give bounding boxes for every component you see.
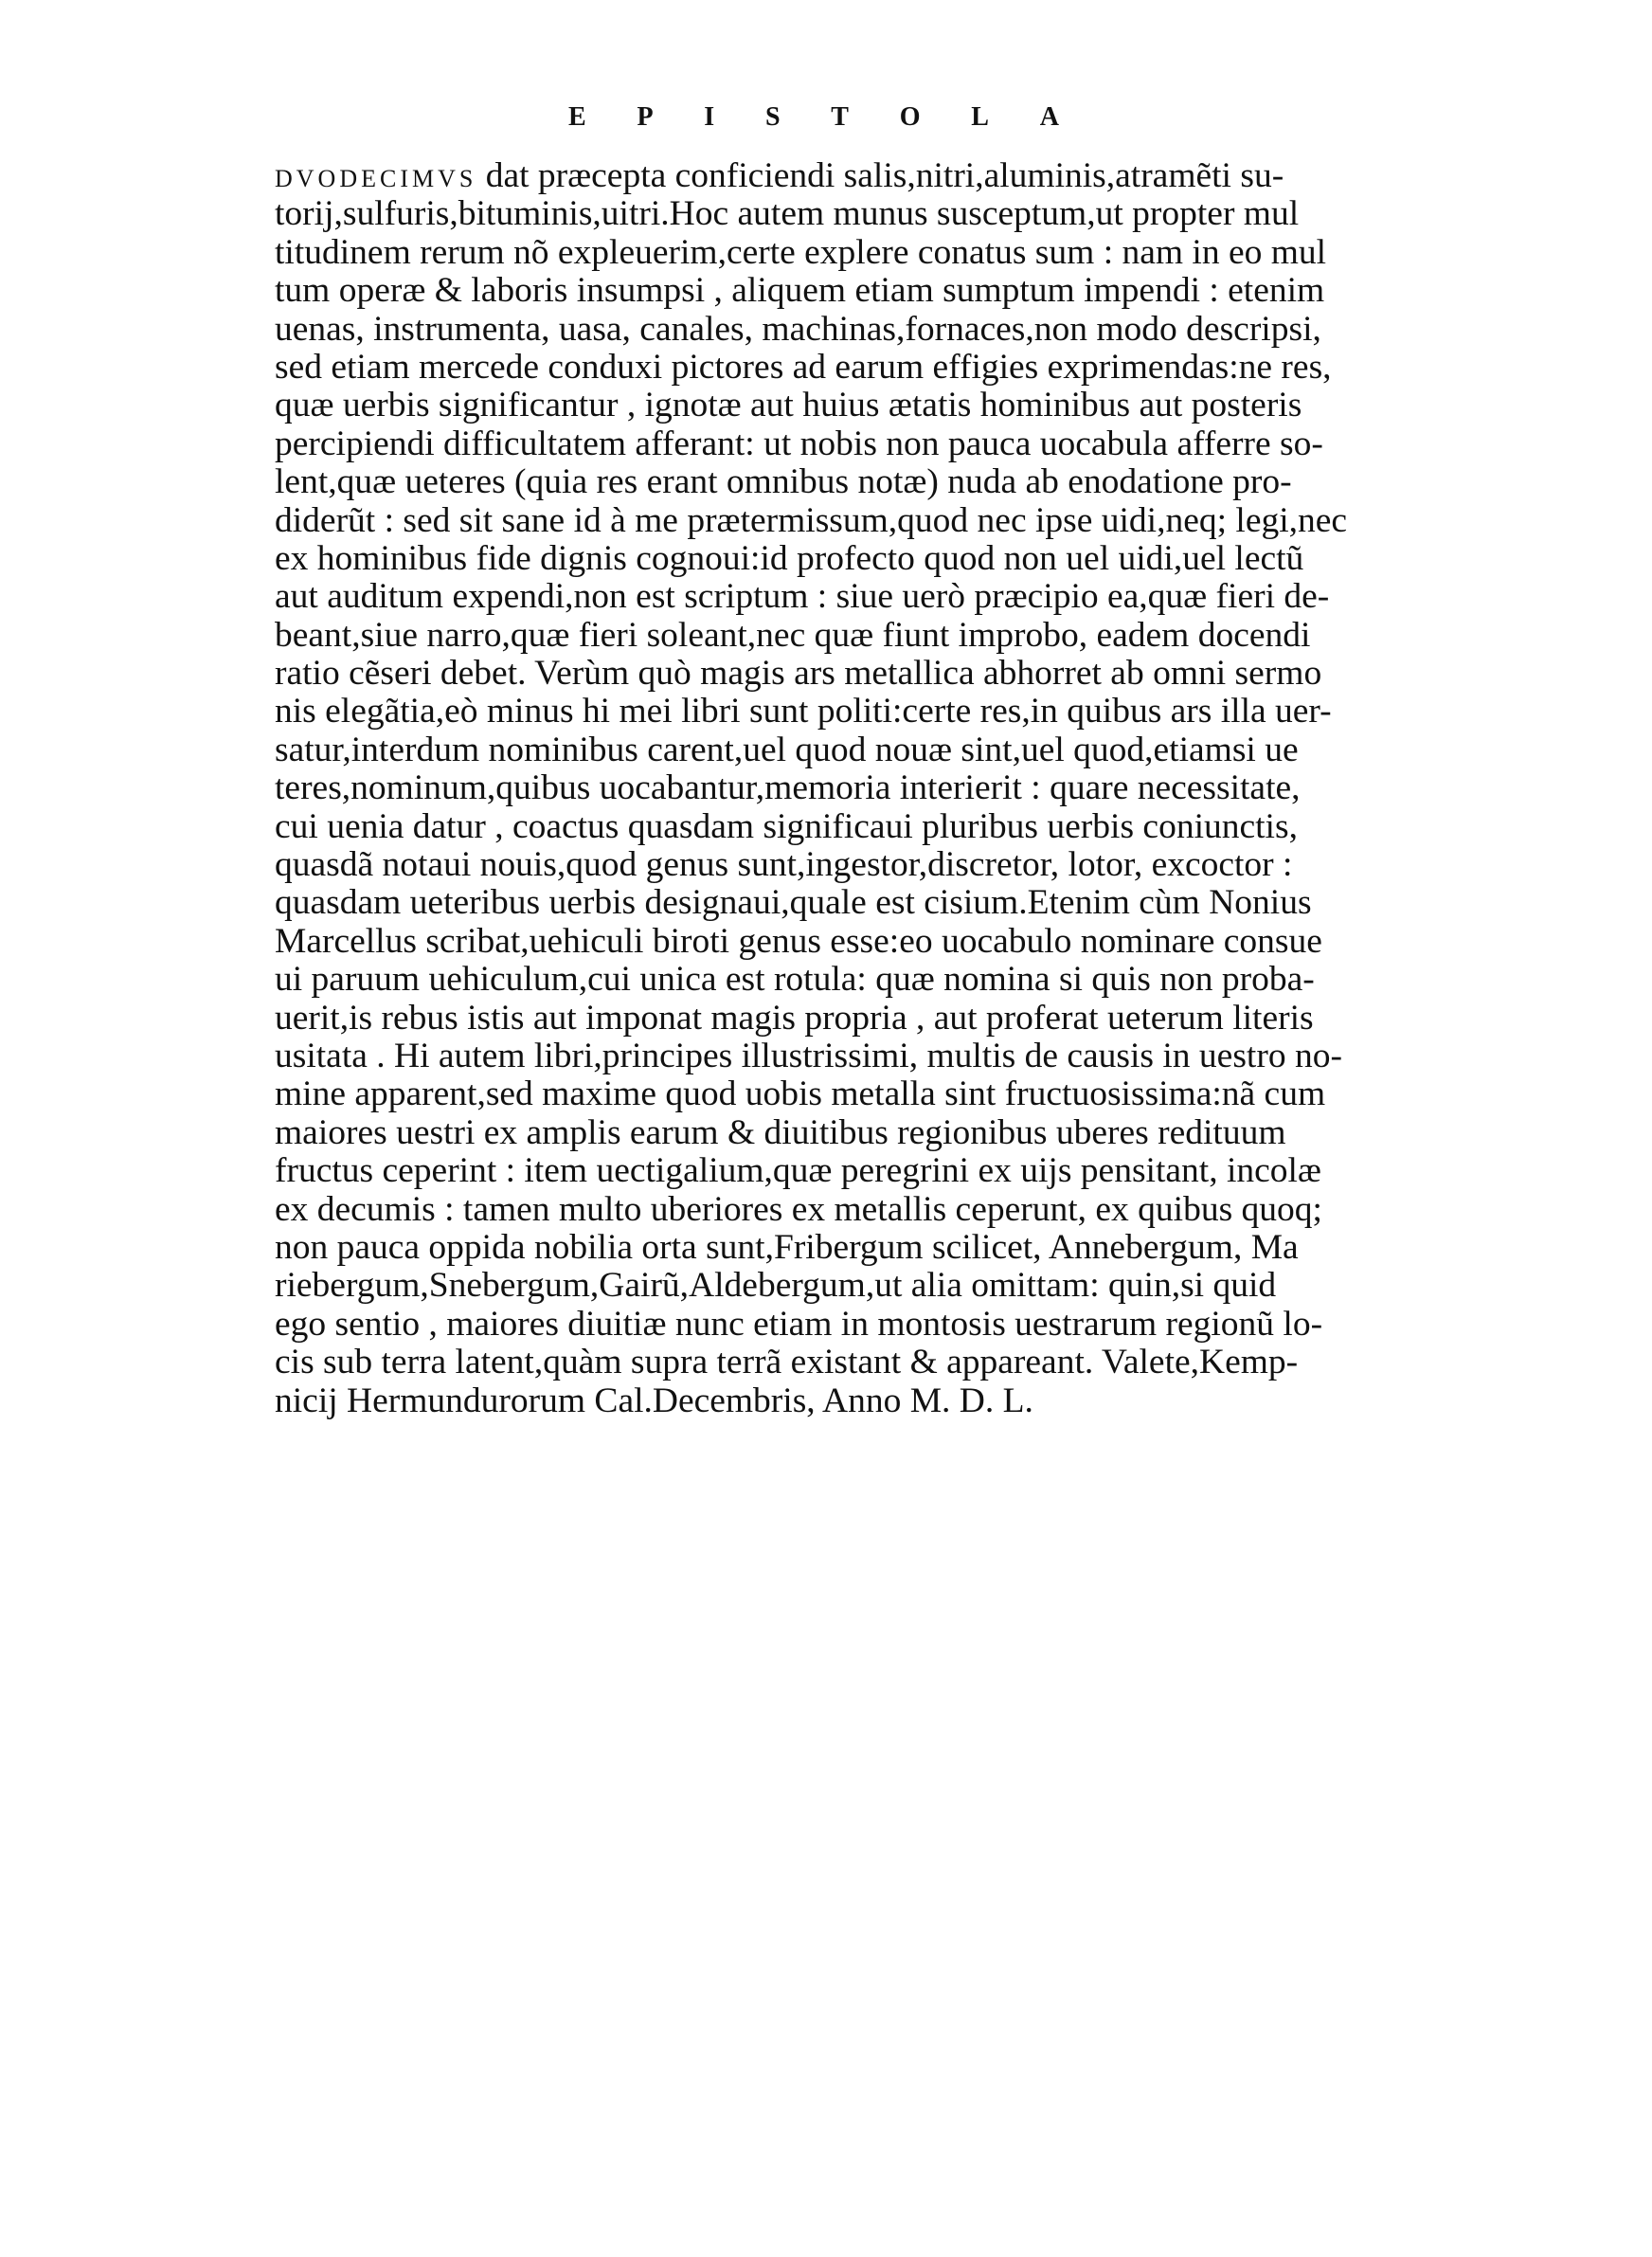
text-line: ui paruum uehiculum,cui unica est rotula: quæ nomina si quis non proba- [275,961,1315,1000]
text-line: quæ uerbis significantur , ignotæ aut huius ætatis hominibus aut posteris [275,387,1302,425]
text-line: teres,nominum,quibus uocabantur,memoria interierit : quare necessitate, [275,769,1301,808]
text-line: cui uenia datur , coactus quasdam significaui pluribus uerbis coniunctis, [275,807,1298,846]
text-line: titudinem rerum nõ expleuerim,certe explere conatus sum : nam in eo mul [275,233,1327,272]
running-head-letter: I [704,102,717,132]
text-line: lent,quæ ueteres (quia res erant omnibus notæ) nuda ab enodatione pro- [275,463,1292,502]
text-line: non pauca oppida nobilia orta sunt,Fribergum scilicet, Annebergum, Ma [275,1228,1299,1267]
running-head-letter: T [831,102,851,132]
first-line-text: dat præcepta conficiendi salis,nitri,aluminis,atramẽti su- [485,157,1284,195]
text-line: tum operæ & laboris insumpsi , aliquem etiam sumptum impendi : etenim [275,272,1325,311]
text-line: nis elegãtia,eò minus hi mei libri sunt politi:certe res,in quibus ars illa uer- [275,693,1332,731]
opening-word: DVODECIMVS [275,165,477,192]
running-head-letter: L [971,102,991,132]
text-line: ratio cẽseri debet. Verùm quò magis ars metallica abhorret ab omni sermo [275,655,1322,694]
running-head-letter: S [764,102,782,132]
text-line: ex decumis : tamen multo uberiores ex metallis ceperunt, ex quibus quoq; [275,1190,1322,1229]
text-line-first [275,157,1383,195]
text-line: quasdã notaui nouis,quod genus sunt,ingestor,discretor, lotor, excoctor : [275,846,1293,885]
text-line: ego sentio , maiores diuitiæ nunc etiam in montosis uestrarum regionũ lo- [275,1305,1323,1344]
text-line: aut auditum expendi,non est scriptum : siue uerò præcipio ea,quæ fieri de- [275,578,1330,617]
text-line: uenas, instrumenta, uasa, canales, machinas,fornaces,non modo descripsi, [275,310,1321,349]
letter-body [275,157,1383,1420]
running-head-letter: E [568,102,588,132]
text-line: ex hominibus fide dignis cognoui:id profecto quod non uel uidi,uel lectũ [275,539,1304,578]
text-line: mine apparent,sed maxime quod uobis metalla sint fructuosissima:nã cum [275,1075,1326,1114]
running-head [568,102,1061,133]
running-head-letter: O [899,102,923,132]
text-line-closing: nicij Hermundurorum Cal.Decembris, Anno M. D. L. [275,1381,1033,1420]
text-line: quasdam ueteribus uerbis designaui,quale est cisium.Etenim cùm Nonius [275,884,1312,923]
text-line: sed etiam mercede conduxi pictores ad earum effigies exprimendas:ne res, [275,348,1332,387]
text-line: beant,siue narro,quæ fieri soleant,nec quæ fiunt improbo, eadem docendi [275,616,1311,655]
text-line: riebergum,Snebergum,Gairũ,Aldebergum,ut alia omittam: quin,si quid [275,1267,1277,1306]
text-line: maiores uestri ex amplis earum & diuitibus regionibus uberes redituum [275,1113,1286,1152]
text-line: fructus ceperint : item uectigalium,quæ peregrini ex uijs pensitant, incolæ [275,1152,1321,1191]
running-head-letter: A [1039,102,1061,132]
text-line: uerit,is rebus istis aut imponat magis propria , aut proferat ueterum literis [275,999,1314,1038]
text-line: diderũt : sed sit sane id à me prætermissum,quod nec ipse uidi,neq; legi,nec [275,501,1348,540]
text-line: percipiendi difficultatem afferant: ut nobis non pauca uocabula afferre so- [275,424,1323,463]
text-line: usitata . Hi autem libri,principes illustrissimi, multis de causis in uestro no- [275,1037,1342,1075]
running-head-letter: P [637,102,655,132]
text-line: Marcellus scribat,uehiculi biroti genus esse:eo uocabulo nominare consue [275,922,1322,961]
text-line: satur,interdum nominibus carent,uel quod nouæ sint,uel quod,etiamsi ue [275,731,1299,769]
text-line: cis sub terra latent,quàm supra terrã existant & appareant. Valete,Kemp- [275,1344,1299,1382]
text-line: torij,sulfuris,bituminis,uitri.Hoc autem munus susceptum,ut propter mul [275,195,1300,234]
